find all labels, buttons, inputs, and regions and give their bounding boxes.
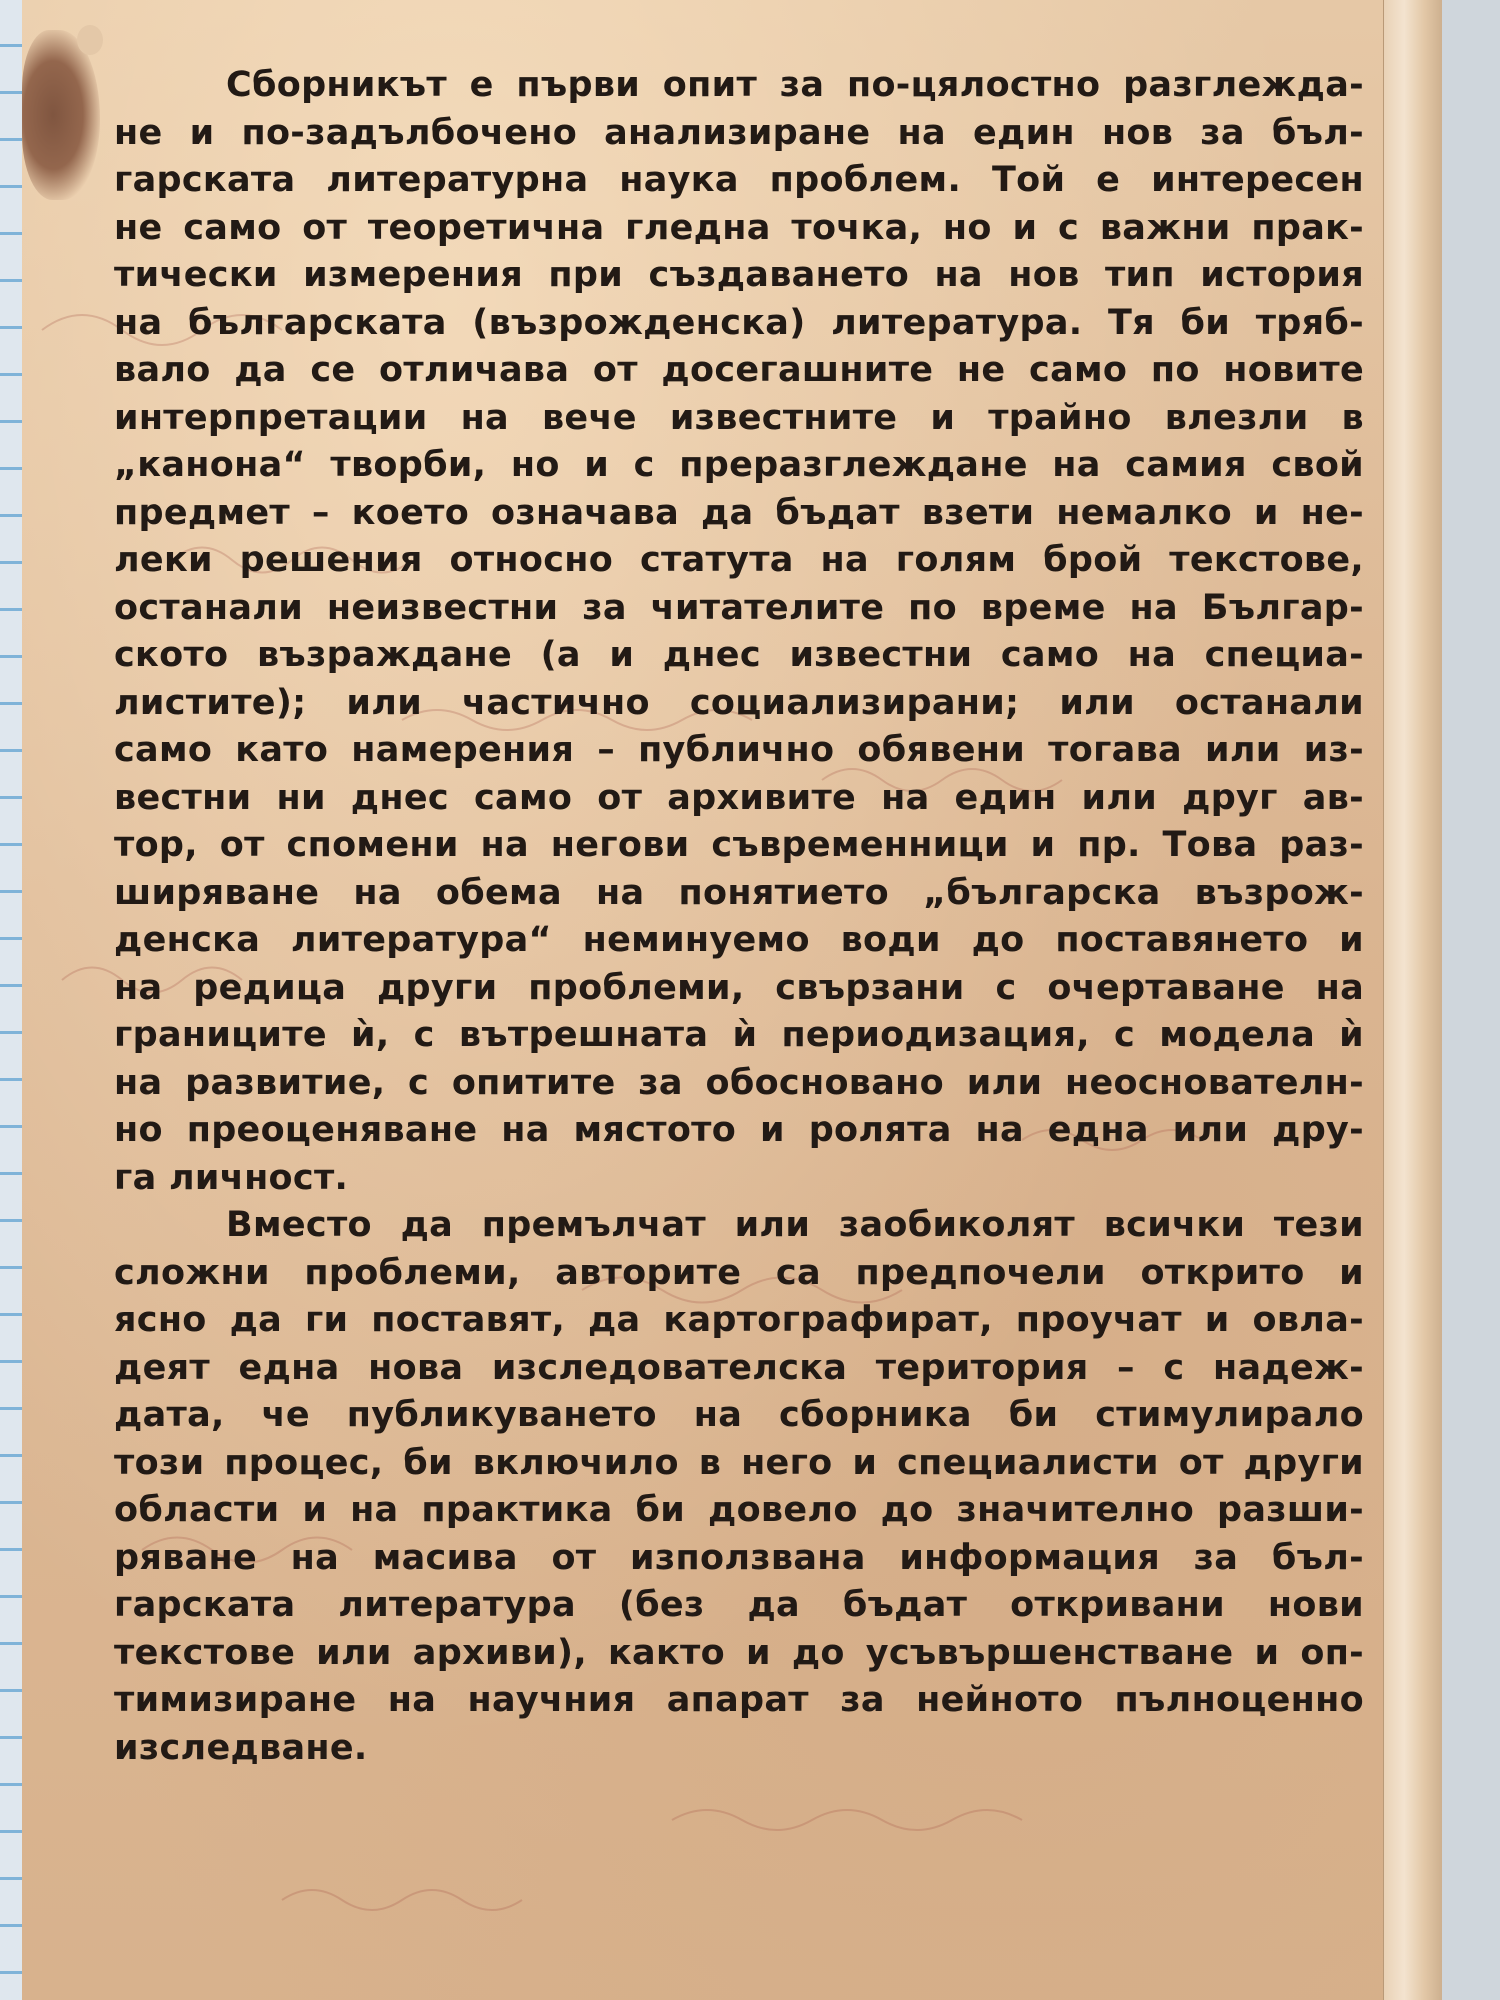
paragraph — [114, 62, 1364, 1202]
text-line: вестни ни днес само от архивите на един или друг ав- — [114, 777, 1364, 818]
text-line: листите); или частично социализирани; или останали — [114, 682, 1364, 723]
notebook-edge — [0, 0, 24, 2000]
cover-spine-edge — [1383, 0, 1442, 2000]
text-line: не и по-задълбочено анализиране на един нов за бъл- — [114, 112, 1364, 153]
text-line: на редица други проблеми, свързани с очертаване на — [114, 967, 1364, 1008]
text-line: ширяване на обема на понятието „българска възрож- — [114, 872, 1364, 913]
text-line: „канона“ творби, но и с преразглеждане на самия свой — [114, 445, 1364, 485]
text-line: деят една нова изследователска територия – с надеж- — [114, 1347, 1364, 1388]
text-line: текстове или архиви), както и до усъвършенстване и оп- — [114, 1632, 1364, 1673]
text-line: но преоценяване на мястото и ролята на една или дру- — [114, 1110, 1364, 1150]
text-line: предмет – което означава да бъдат взети немалко и не- — [114, 492, 1364, 533]
text-line: само като намерения – публично обявени тогава или из- — [114, 730, 1364, 770]
text-line: денска литература“ неминуемо води до поставянето и — [114, 920, 1364, 960]
text-line: на развитие, с опитите за обосновано или неоснователн- — [114, 1062, 1364, 1103]
decorative-stain — [22, 30, 100, 200]
text-line: Сборникът е първи опит за по-цялостно разглежда- — [226, 65, 1364, 105]
blurb-text — [114, 62, 1364, 1772]
book-back-cover — [22, 0, 1442, 2000]
text-line: ясно да ги поставят, да картографират, проучат и овла- — [114, 1300, 1364, 1340]
text-line: границите ѝ, с вътрешната ѝ периодизация, с модела ѝ — [114, 1015, 1364, 1055]
text-line: сложни проблеми, авторите са предпочели открито и — [114, 1252, 1364, 1293]
decorative-spot — [77, 25, 103, 55]
text-line: тор, от спомени на негови съвременници и пр. Това раз- — [114, 825, 1364, 865]
text-line: области и на практика би довело до значително разши- — [114, 1490, 1364, 1530]
text-line: не само от теоретична гледна точка, но и с важни прак- — [114, 207, 1364, 248]
text-line: този процес, би включило в него и специалисти от други — [114, 1442, 1364, 1483]
text-line: леки решения относно статута на голям брой текстове, — [114, 540, 1364, 580]
text-line: тимизиране на научния апарат за нейното пълноценно — [114, 1680, 1364, 1720]
text-line: вало да се отличава от досегашните не само по новите — [114, 350, 1364, 390]
text-line: гарската литературна наука проблем. Той е интересен — [114, 160, 1364, 200]
text-line: га личност. — [114, 1157, 349, 1198]
text-line: останали неизвестни за читателите по време на Българ- — [114, 587, 1364, 628]
text-line: гарската литература (без да бъдат откривани нови — [114, 1585, 1364, 1625]
text-line: Вместо да премълчат или заобиколят всички тези — [226, 1205, 1364, 1245]
text-line: тически измерения при създаването на нов тип история — [114, 255, 1364, 295]
text-line: интерпретации на вече известните и трайно влезли в — [114, 397, 1364, 438]
text-line: ряване на масива от използвана информация за бъл- — [114, 1537, 1364, 1578]
text-line: изследване. — [114, 1727, 368, 1768]
text-line: ското възраждане (а и днес известни само на специа- — [114, 635, 1364, 675]
text-line: дата, че публикуването на сборника би стимулирало — [114, 1395, 1364, 1435]
paragraph — [114, 1202, 1364, 1772]
text-line: на българската (възрожденска) литература. Тя би тряб- — [114, 302, 1364, 343]
